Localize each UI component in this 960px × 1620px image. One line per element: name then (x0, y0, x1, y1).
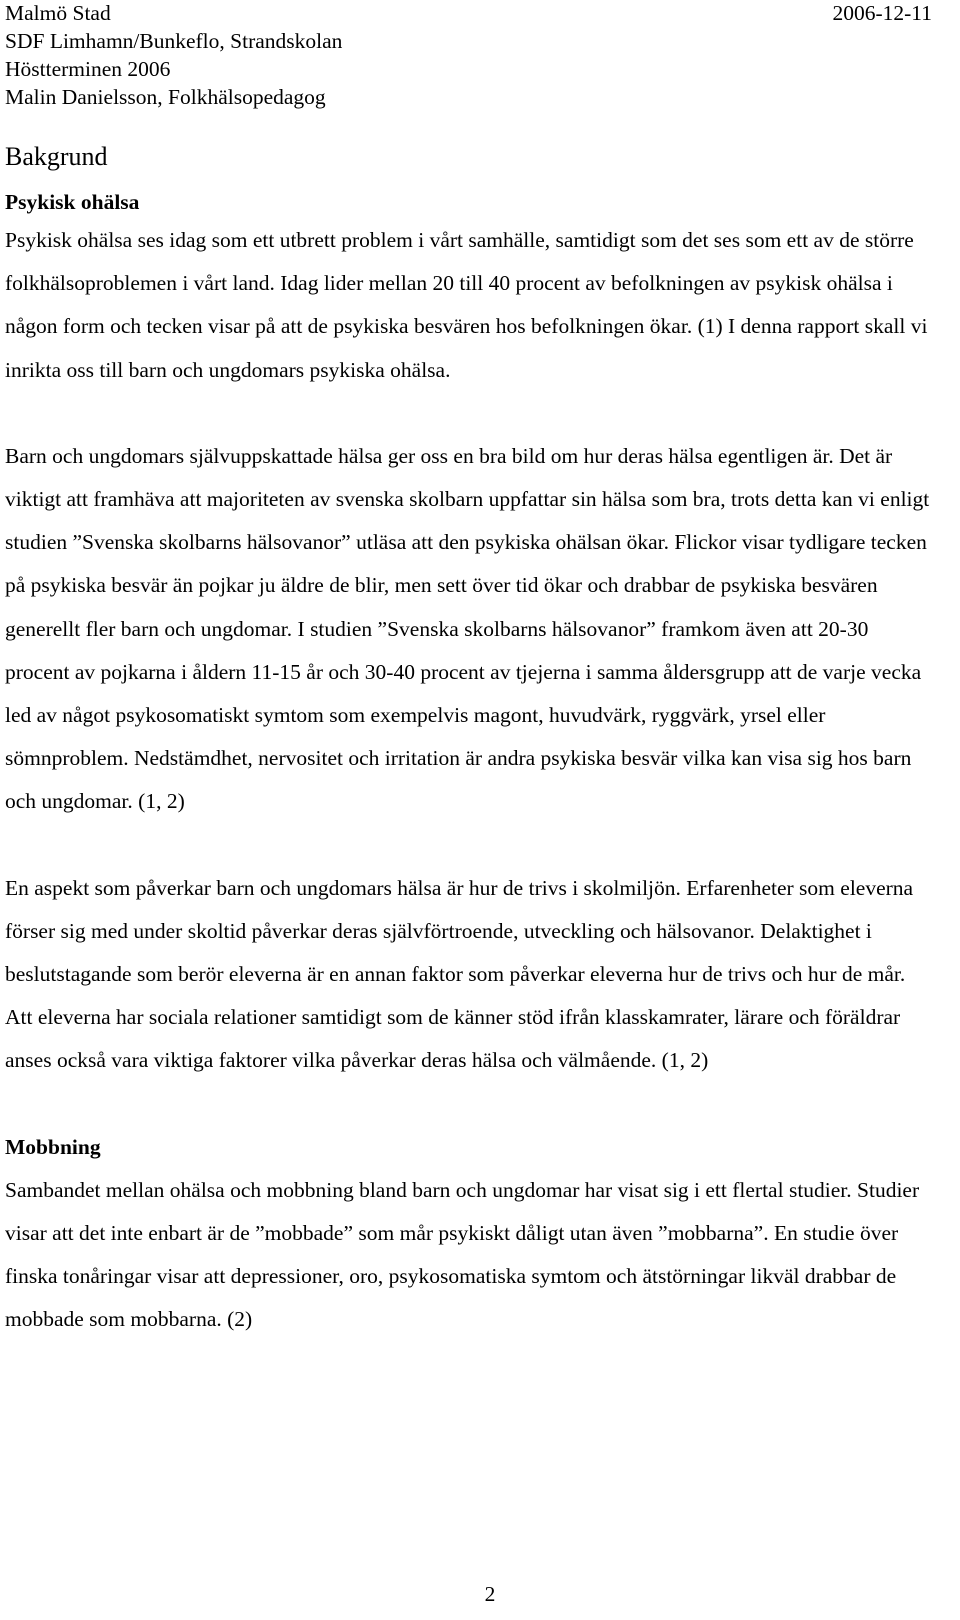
subheading-mobbning: Mobbning (5, 1134, 101, 1159)
header-unit: SDF Limhamn/Bunkeflo, Strandskolan (5, 29, 343, 53)
subheading-psykisk-ohalsa: Psykisk ohälsa (5, 190, 140, 214)
header-term: Höstterminen 2006 (5, 57, 171, 81)
document-header (5, 0, 932, 111)
paragraph-psykisk-2: Barn och ungdomars självuppskattade hälsa ger oss en bra bild om hur deras hälsa egentligen är. Det är viktigt att framhäva att majoriteten av svenska skolbarn uppfattar sin hälsa som bra, trots detta kan vi enligt studien ”Svenska skolbarns hälsovanor” utläsa att den psykiska ohälsan ökar. Flickor visar tydligare tecken på psykiska besvär än pojkar ju äldre de blir, men sett över tid ökar och drabbar de psykiska besvären generellt fler barn och ungdomar. I studien ”Svenska skolbarns hälsovanor” framkom även att 20-30 procent av pojkarna i åldern 11-15 år och 30-40 procent av tjejerna i samma åldersgrupp att de varje vecka led av något psykosomatiskt symtom som exempelvis magont, huvudvärk, ryggvärk, yrsel eller sömnproblem. Nedstämdhet, nervositet och irritation är andra psykiska besvär vilka kan visa sig hos barn och ungdomar. (1, 2) (5, 443, 930, 814)
header-author: Malin Danielsson, Folkhälsopedagog (5, 85, 326, 109)
header-date: 2006-12-11 (832, 1, 932, 25)
section-title: Bakgrund (5, 142, 108, 171)
paragraph-gap (5, 392, 932, 435)
paragraph-psykisk-1: Psykisk ohälsa ses idag som ett utbrett problem i vårt samhälle, samtidigt som det ses som ett av de större folkhälsoproblemen i vårt land. Idag lider mellan 20 till 40 procent av befolkningen av psykisk ohälsa i någon form och tecken visar på att de psykiska besvären hos befolkningen ökar. (1) I denna rapport skall vi inrikta oss till barn och ungdomars psykiska ohälsa. (5, 228, 928, 382)
page-number: 2 (484, 1582, 496, 1606)
paragraph-gap (5, 1083, 932, 1126)
paragraph-mobbning-1: Sambandet mellan ohälsa och mobbning bland barn och ungdomar har visat sig i ett flertal studier. Studier visar att det inte enbart är de ”mobbade” som mår psykiskt dåligt utan även ”mobbarna”. En studie över finska tonåringar visar att depressioner, oro, psykosomatiska symtom och ätstörningar likväl drabbar de mobbade som mobbarna. (2) (5, 1177, 920, 1332)
paragraph-psykisk-3: En aspekt som påverkar barn och ungdomars hälsa är hur de trivs i skolmiljön. Erfarenheter som eleverna förser sig med under skoltid påverkar deras självförtroende, utveckling och hälsovanor. Delaktighet i beslutstagande som berör eleverna är en annan faktor som påverkar eleverna hur de trivs och hur de mår. Att eleverna har sociala relationer samtidigt som de känner stöd ifrån klasskamrater, lärare och föräldrar anses också vara viktiga faktorer vilka påverkar deras hälsa och välmående. (1, 2) (5, 875, 914, 1073)
header-organization: Malmö Stad (5, 1, 111, 25)
paragraph-gap (5, 824, 932, 867)
